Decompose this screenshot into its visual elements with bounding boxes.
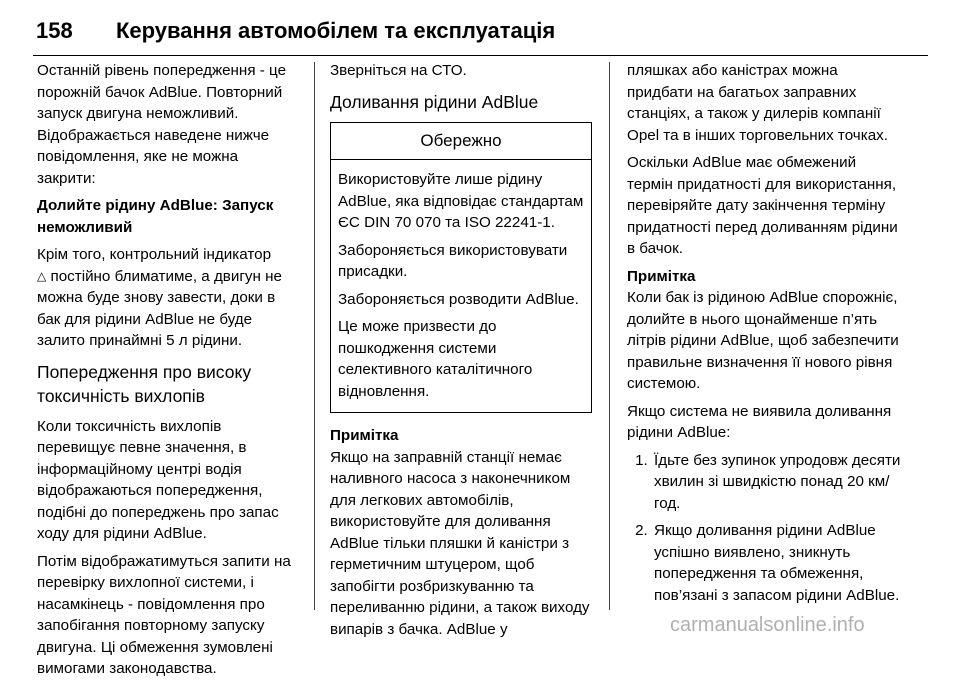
column-1 [37, 60, 299, 686]
paragraph: Останній рівень попередження - це порожній бачок AdBlue. Повторний запуск двигуна неможливий. Відображається наведене нижче повідомлення, яке не можна закрити: [37, 62, 287, 187]
paragraph: пляшках або каністрах можна придбати на багатьох заправних станціях, а також у дилерів компанії Opel та в інших торговельних точках. [627, 62, 888, 144]
section-heading: Попередження про високу токсичність вихлопів [37, 361, 252, 406]
caution-title: Обережно [331, 123, 591, 161]
paragraph: Крім того, контрольний індикатор △ постійно блиматиме, а двигун не можна буде знову завести, доки в бак для рідини AdBlue не буде залито принаймні 5 л рідини. [37, 246, 282, 349]
caution-text: Використовуйте лише рідину AdBlue, яка відповідає стандартам ЄС DIN 70 070 та ISO 22241-1. [338, 171, 584, 231]
paragraph: Потім відображатимуться запити на перевірку вихлопної системи, і насамкінець - повідомлення про запобігання повторному запуску двигуна. Ці обмеження зумовлені вимогами законодавства. [37, 552, 291, 677]
caution-text: Забороняється використовувати присадки. [338, 241, 568, 280]
page-title: Керування автомобілем та експлуатація [116, 18, 556, 43]
page-header [33, 16, 928, 56]
adblue-indicator-icon: △ [37, 268, 47, 283]
paragraph: Зверніться на СТО. [330, 62, 467, 79]
note-text: Коли бак із рідиною AdBlue спорожніє, долийте в нього щонайменше п’ять літрів рідини AdBlue, щоб забезпечити правильне визначення її нового рівня системою. [627, 289, 899, 392]
paragraph: Оскільки AdBlue має обмежений термін придатності для використання, перевіряйте дату закінчення терміну придатності перед доливанням рідини в бачок. [627, 154, 898, 257]
paragraph: Якщо система не виявила доливання рідини AdBlue: [627, 402, 892, 441]
column-2 [330, 60, 592, 646]
column-divider-2 [609, 62, 610, 610]
column-divider-1 [314, 62, 315, 610]
watermark: carmanualsonline.info [670, 614, 865, 636]
list-item: 2. Якщо доливання рідини AdBlue успішно виявлено, зникнуть попередження та обмеження, пов’язані з запасом рідини AdBlue. [652, 520, 905, 606]
paragraph: Коли токсичність вихлопів перевищує певне значення, в інформаційному центрі водія відображаються попередження, подібні до попереджень про запас ходу для рідини AdBlue. [37, 417, 279, 542]
column-3 [627, 60, 905, 612]
note-title: Примітка [330, 427, 399, 444]
note-title: Примітка [627, 267, 696, 285]
steps-list [627, 450, 905, 607]
list-item: 1. Їдьте без зупинок упродовж десяти хвилин зі швидкістю понад 20 км/год. [652, 450, 905, 515]
display-message: Долийте рідину AdBlue: Запуск неможливий [37, 197, 274, 236]
caution-text: Забороняється розводити AdBlue. [338, 290, 579, 308]
section-heading: Доливання рідини AdBlue [330, 91, 539, 112]
caution-text: Це може призвести до пошкодження системи селективного каталітичного відновлення. [338, 318, 533, 400]
caution-box [330, 122, 592, 414]
note-text: Якщо на заправній станції немає наливного насоса з наконечником для легкових автомобілів, використовуйте для доливання AdBlue тільки пляшки й каністри з герметичним штуцером, щоб запобігти розбризкуванню та переливанню рідини, а також виходу випарів з бачка. AdBlue у [330, 448, 590, 638]
page-number: 158 [36, 18, 73, 43]
